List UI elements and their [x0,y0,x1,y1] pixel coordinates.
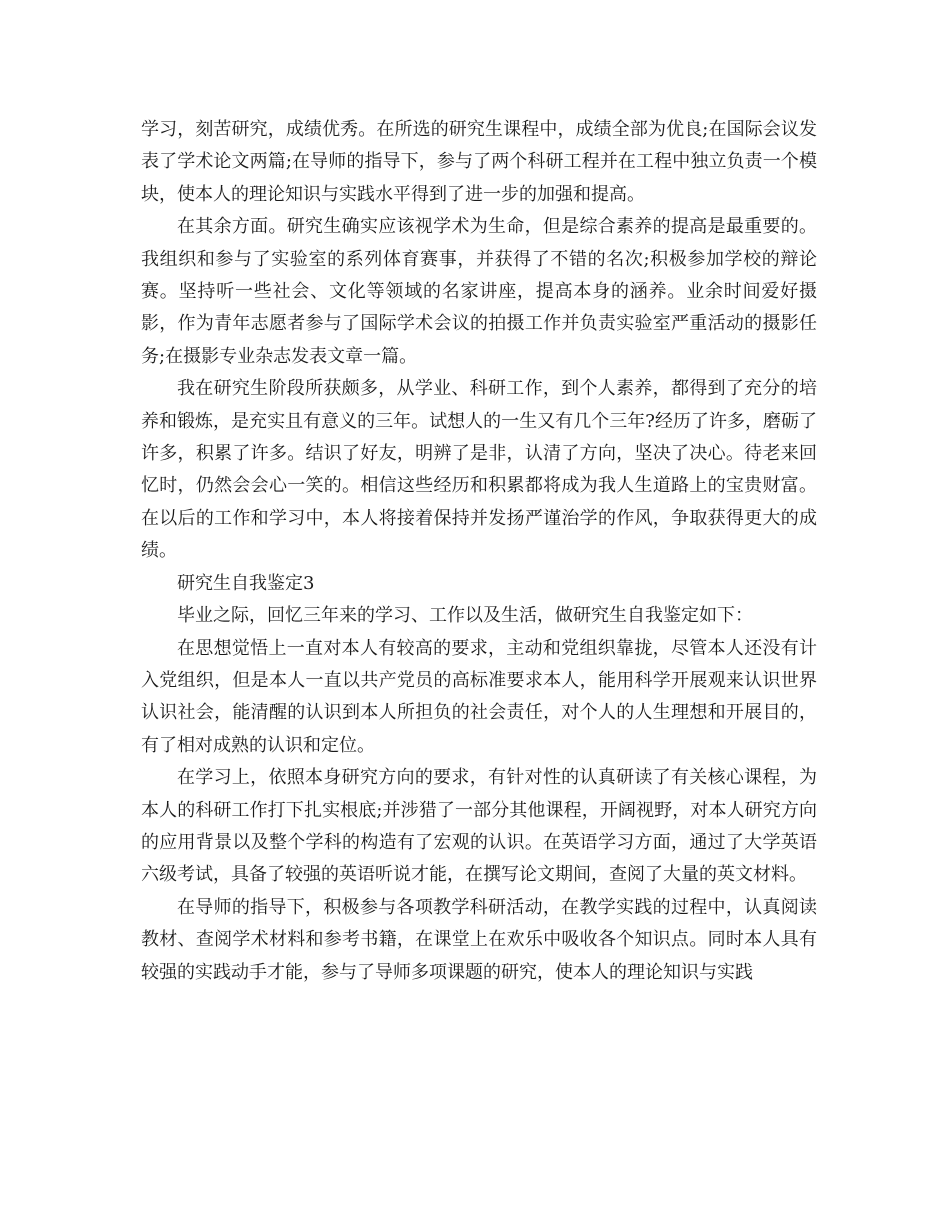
document-body [141,114,817,989]
paragraph-continuation: 学习，刻苦研究，成绩优秀。在所选的研究生课程中，成绩全部为优良;在国际会议发表了学术论文两篇;在导师的指导下，参与了两个科研工程并在工程中独立负责一个模块，使本人的理论知识与实践水平得到了进一步的加强和提高。 [141,119,817,205]
paragraph-summary: 我在研究生阶段所获颇多，从学业、科研工作，到个人素养，都得到了充分的培养和锻炼，是充实且有意义的三年。试想人的一生又有几个三年?经历了许多，磨砺了许多，积累了许多。结识了好友，明辨了是非，认清了方向，坚决了决心。待老来回忆时，仍然会会心一笑的。相信这些经历和积累都将成为我人生道路上的宝贵财富。在以后的工作和学习中，本人将接着保持并发扬严谨治学的作风，争取获得更大的成绩。 [141,378,817,562]
section-heading: 研究生自我鉴定3 [177,572,315,594]
paragraph-ideology: 在思想觉悟上一直对本人有较高的要求，主动和党组织靠拢，尽管本人还没有计入党组织，但是本人一直以共产党员的高标准要求本人，能用科学开展观来认识世界认识社会，能清醒的认识到本人所担负的社会责任，对个人的人生理想和开展目的，有了相对成熟的认识和定位。 [141,637,817,756]
paragraph-research: 在导师的指导下，积极参与各项教学科研活动，在教学实践的过程中，认真阅读教材、查阅学术材料和参考书籍，在课堂上在欢乐中吸收各个知识点。同时本人具有较强的实践动手才能，参与了导师多项课题的研究，使本人的理论知识与实践 [141,896,817,983]
paragraph-intro: 毕业之际，回忆三年来的学习、工作以及生活，做研究生自我鉴定如下： [177,605,753,627]
paragraph-study: 在学习上，依照本身研究方向的要求，有针对性的认真研读了有关核心课程，为本人的科研工作打下扎实根底;并涉猎了一部分其他课程，开阔视野，对本人研究方向的应用背景以及整个学科的构造有了宏观的认识。在英语学习方面，通过了大学英语六级考试，具备了较强的英语听说才能，在撰写论文期间，查阅了大量的英文材料。 [141,767,817,886]
paragraph-other-aspects: 在其余方面。研究生确实应该视学术为生命，但是综合素养的提高是最重要的。我组织和参与了实验室的系列体育赛事，并获得了不错的名次;积极参加学校的辩论赛。坚持听一些社会、文化等领域的名家讲座，提高本身的涵养。业余时间爱好摄影，作为青年志愿者参与了国际学术会议的拍摄工作并负责实验室严重活动的摄影任务;在摄影专业杂志发表文章一篇。 [141,216,817,367]
